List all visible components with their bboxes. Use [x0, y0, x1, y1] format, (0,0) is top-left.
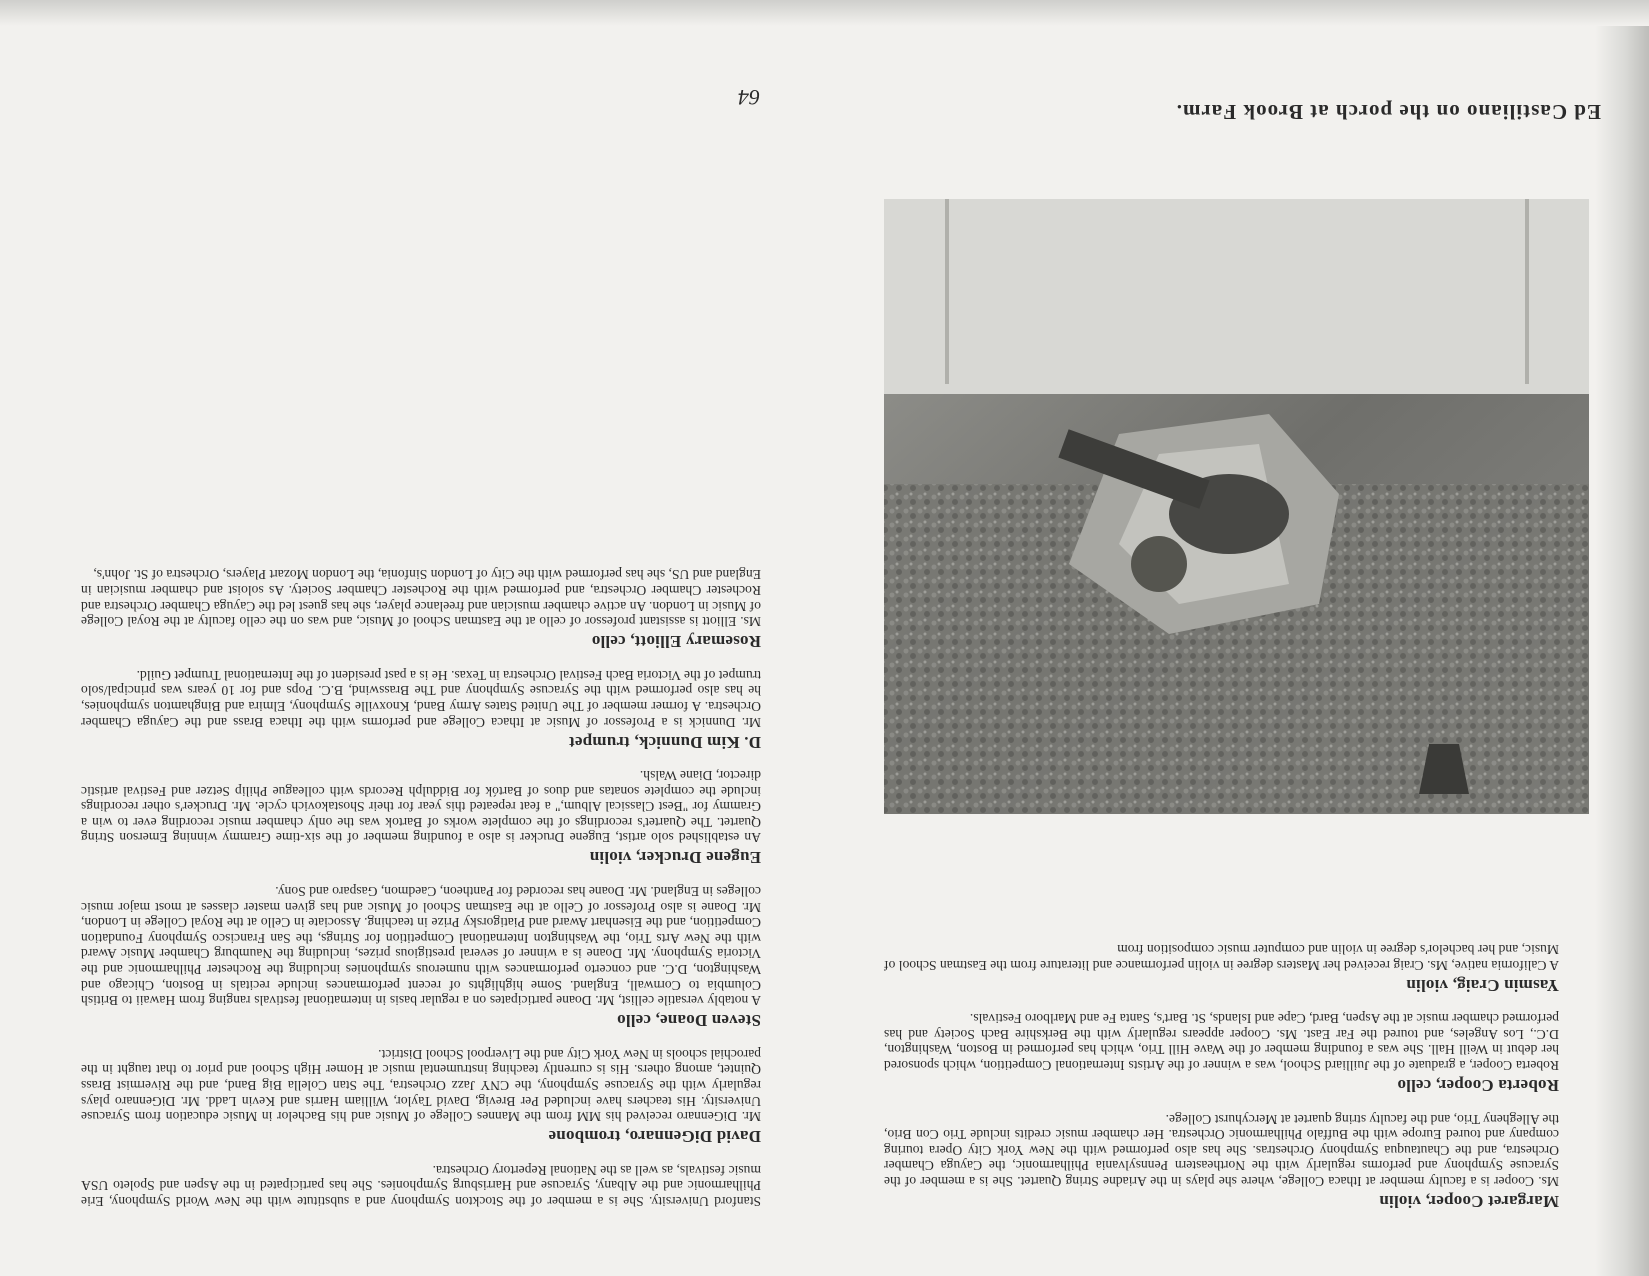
photo-door-frame — [1525, 199, 1529, 384]
bio-heading: Margaret Cooper, violin — [1379, 1192, 1559, 1211]
bio-heading: Steven Doane, cello — [616, 1011, 761, 1031]
bio-text: A California native, Ms. Craig received her Masters degree in violin performance and literature from the Eastman School of Music, and her bachelor's degree in violin and computer music composition from — [884, 942, 1559, 973]
bio-heading: D. Kim Dunnick, trumpet — [568, 732, 761, 752]
photo-figure-head — [1131, 536, 1187, 592]
left-column — [884, 925, 1559, 1211]
book-gutter-shadow — [1595, 0, 1649, 1276]
bio-text: A notably versatile cellist, Mr. Doane participates on a regular basis in international festivals ranging from Hawaii to British Columbia to Cornwall, England. Some highlights of recent performances include recitals in Boston, Chicago and Washington, D.C. and concerto performances with numerous symphonies including the Rochester Philharmonic and the Victoria Symphony. Mr. Doane is a winner of several prestigious prizes, including the Naumburg Chamber Music Award with the New Arts Trio, the Washington International Competition for Strings, the San Francisco Symphony Foundation Competition, and the Eisenhart Award and Piatigorsky Prize in teaching. Associate in Cello at the Royal College in London, Mr. Doane is also Professor of Cello at the Eastman School of Music and has given master classes at most major music colleges in England. Mr. Doane has recorded for Pantheon, Caedmon, Gasparo and Sony. — [81, 884, 761, 1009]
page-edge-shadow — [0, 0, 1649, 26]
bio-text: Roberta Cooper, a graduate of the Juilliard School, was a winner of the Artists International Competition, which sponsored her debut in Weill Hall. She was a founding member of the Wave Hill Trio, which has performed in Boston, Washington, D.C., Los Angeles, and toured the Far East. Ms. Cooper appears regularly with the Berkshire Bach Society and has performed chamber music at the Aspen, Bard, Cape and Islands, St. Bart's, Santa Fe and Marlboro Festivals. — [884, 1011, 1559, 1074]
bio-heading: Eugene Drucker, violin — [589, 848, 761, 868]
bio-text: Ms. Elliott is assistant professor of cello at the Eastman School of Music, and was on the cello faculty at the Royal College of Music in London. An active chamber musician and freelance player, she has guest led the Cayuga Chamber Orchestra and Rochester Chamber Orchestra, and performed with the Rochester Chamber Society. As soloist and chamber musician in England and US, she has performed with the City of London Sinfonia, the London Mozart Players, Orchestra of St. John's, — [81, 567, 761, 630]
bio-text: Mr. DiGennaro received his MM from the Mannes College of Music and his Bachelor in Music education from Syracuse University. His teachers have included Per Brevig, David Taylor, William Harris and Kevin Ladd. Mr. DiGennaro plays regularly with the Syracuse Symphony, the CNY Jazz Orchestra, The Stan Colella Big Band, and the Rivermist Brass Quintet, among others. His is currently teaching instrumental music at Homer High School and prior to that taught in the parochial schools in New York City and the Liverpool School District. — [81, 1046, 761, 1125]
bio-yasmin-craig — [884, 941, 1559, 994]
photo-ed-castiliano — [884, 199, 1589, 814]
bio-text: Ms. Cooper is a faculty member at Ithaca College, where she plays in the Ariadne String Quartet. She is a member of the Syracuse Symphony and performs regularly with the Northeastern Pennsylvania Philharmonic, the Cayuga Chamber Orchestra, and the Chautauqua Symphony Orchestras. She has also performed with the New York City Opera touring company and toured Europe with the Buffalo Philharmonic Orchestra. Her chamber music credits include Trio Con Brio, the Allegheny Trio, and the faculty string quartet at Mercyhurst College. — [884, 1111, 1559, 1189]
bio-steven-doane — [81, 884, 761, 1031]
page-number: 64 — [738, 85, 760, 110]
bio-david-digennaro — [81, 1046, 761, 1146]
bio-yasmin-craig-continued — [81, 1162, 761, 1209]
bio-margaret-cooper — [884, 1111, 1559, 1211]
bio-heading: Roberta Cooper, cello — [1397, 1076, 1559, 1096]
bio-heading: David DiGennaro, trombone — [548, 1127, 761, 1147]
bio-kim-dunnick — [81, 667, 761, 751]
bio-text: Stanford University. She is a member of the Stockton Symphony and a substitute with the New World Symphony, Erie Philharmonic and the Albany, Syracuse and Harrisburg Symphonies. She has participated in the Aspen and Spoleto USA music festivals, as well as the National Repertory Orchestra. — [81, 1162, 761, 1209]
bio-heading: Yasmin Craig, violin — [1406, 975, 1559, 995]
photo-door-frame — [945, 199, 949, 384]
photo-caption: Ed Castiliano on the porch at Brook Farm. — [1175, 100, 1601, 124]
bio-text: An established solo artist, Eugene Drucker is also a founding member of the six-time Grammy winning Emerson String Quartet. The Quartet's recordings of the complete works of Bartok was the only chamber music recording ever to win a Grammy for "Best Classical Album," a feat repeated this year for their Shostakovich cycle. Mr. Drucker's other recordings include the complete sonatas and duos of Bartók for Biddulph Records with colleague Philip Setzer and Festival artistic director, Diane Walsh. — [81, 768, 761, 846]
bio-heading: Rosemary Elliott, cello — [591, 632, 761, 652]
bio-roberta-cooper — [884, 1011, 1559, 1095]
bio-rosemary-elliott — [81, 567, 761, 651]
photo-porch-wall — [884, 199, 1589, 394]
bio-text: Mr. Dunnick is a Professor of Music at Ithaca College and performs with the Ithaca Brass and the Cayuga Chamber Orchestra. A former member of The United States Army Band, Knoxville Symphony, Elmira and Binghamton symphonies, he has also performed with the Syracuse Symphony and The Brasswind, B.C. Pops and for 10 years was principal/solo trumpet of the Victoria Bach Festival Orchestra in Texas. He is a past president of the International Trumpet Guild. — [81, 667, 761, 730]
bio-eugene-drucker — [81, 768, 761, 868]
right-column — [81, 551, 761, 1211]
